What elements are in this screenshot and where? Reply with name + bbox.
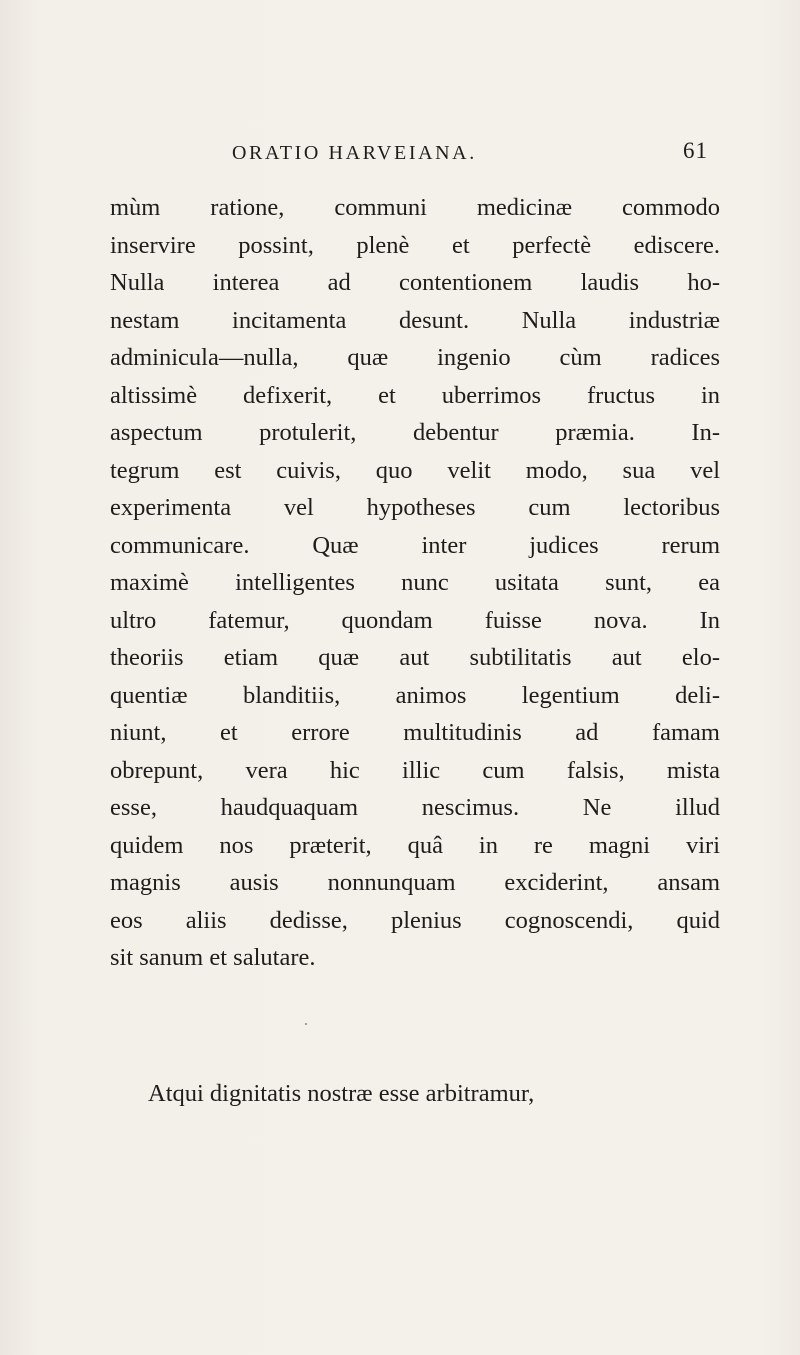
text-line: esse, haudquaquam nescimus. Ne illud	[110, 794, 720, 821]
text-line: maximè intelligentes nunc usitata sunt, ea	[110, 569, 720, 596]
text-line: tegrum est cuivis, quo velit modo, sua vel	[110, 456, 720, 484]
text-line: niunt, et errore multitudinis ad famam	[110, 719, 720, 746]
text-line: magnis ausis nonnunquam exciderint, ansam	[110, 869, 720, 896]
text-line: altissimè defixerit, et uberrimos fructus in	[110, 381, 720, 409]
text-line: quentiæ blanditiis, animos legentium deli-	[110, 681, 720, 709]
text-line: aspectum protulerit, debentur præmia. In-	[110, 419, 720, 446]
text-line: nestam incitamenta desunt. Nulla industriæ	[110, 306, 720, 334]
text-line: communicare. Quæ inter judices rerum	[110, 531, 720, 559]
paragraph-1	[110, 189, 720, 977]
text-line: experimenta vel hypotheses cum lectoribus	[110, 494, 720, 521]
text-line: ultro fatemur, quondam fuisse nova. In	[110, 606, 720, 634]
paper-speck	[305, 1023, 307, 1025]
text-line: eos aliis dedisse, plenius cognoscendi, quid	[110, 906, 720, 934]
text-line: obrepunt, vera hic illic cum falsis, mista	[110, 756, 720, 784]
page-number: 61	[683, 138, 708, 163]
text-line: quidem nos præterit, quâ in re magni viri	[110, 831, 720, 859]
text-line: Nulla interea ad contentionem laudis ho-	[110, 269, 720, 296]
text-line: sit sanum et salutare.	[110, 944, 316, 971]
text-line: inservire possint, plenè et perfectè ediscere.	[110, 231, 720, 259]
text-line: Atqui dignitatis nostræ esse arbitramur,	[148, 1080, 535, 1107]
running-head: ORATIO HARVEIANA.	[232, 142, 477, 164]
text-line: theoriis etiam quæ aut subtilitatis aut elo-	[110, 644, 720, 671]
text-line: adminicula—nulla, quæ ingenio cùm radices	[110, 344, 720, 371]
paragraph-2	[148, 1075, 720, 1113]
text-line: mùm ratione, communi medicinæ commodo	[110, 194, 720, 221]
